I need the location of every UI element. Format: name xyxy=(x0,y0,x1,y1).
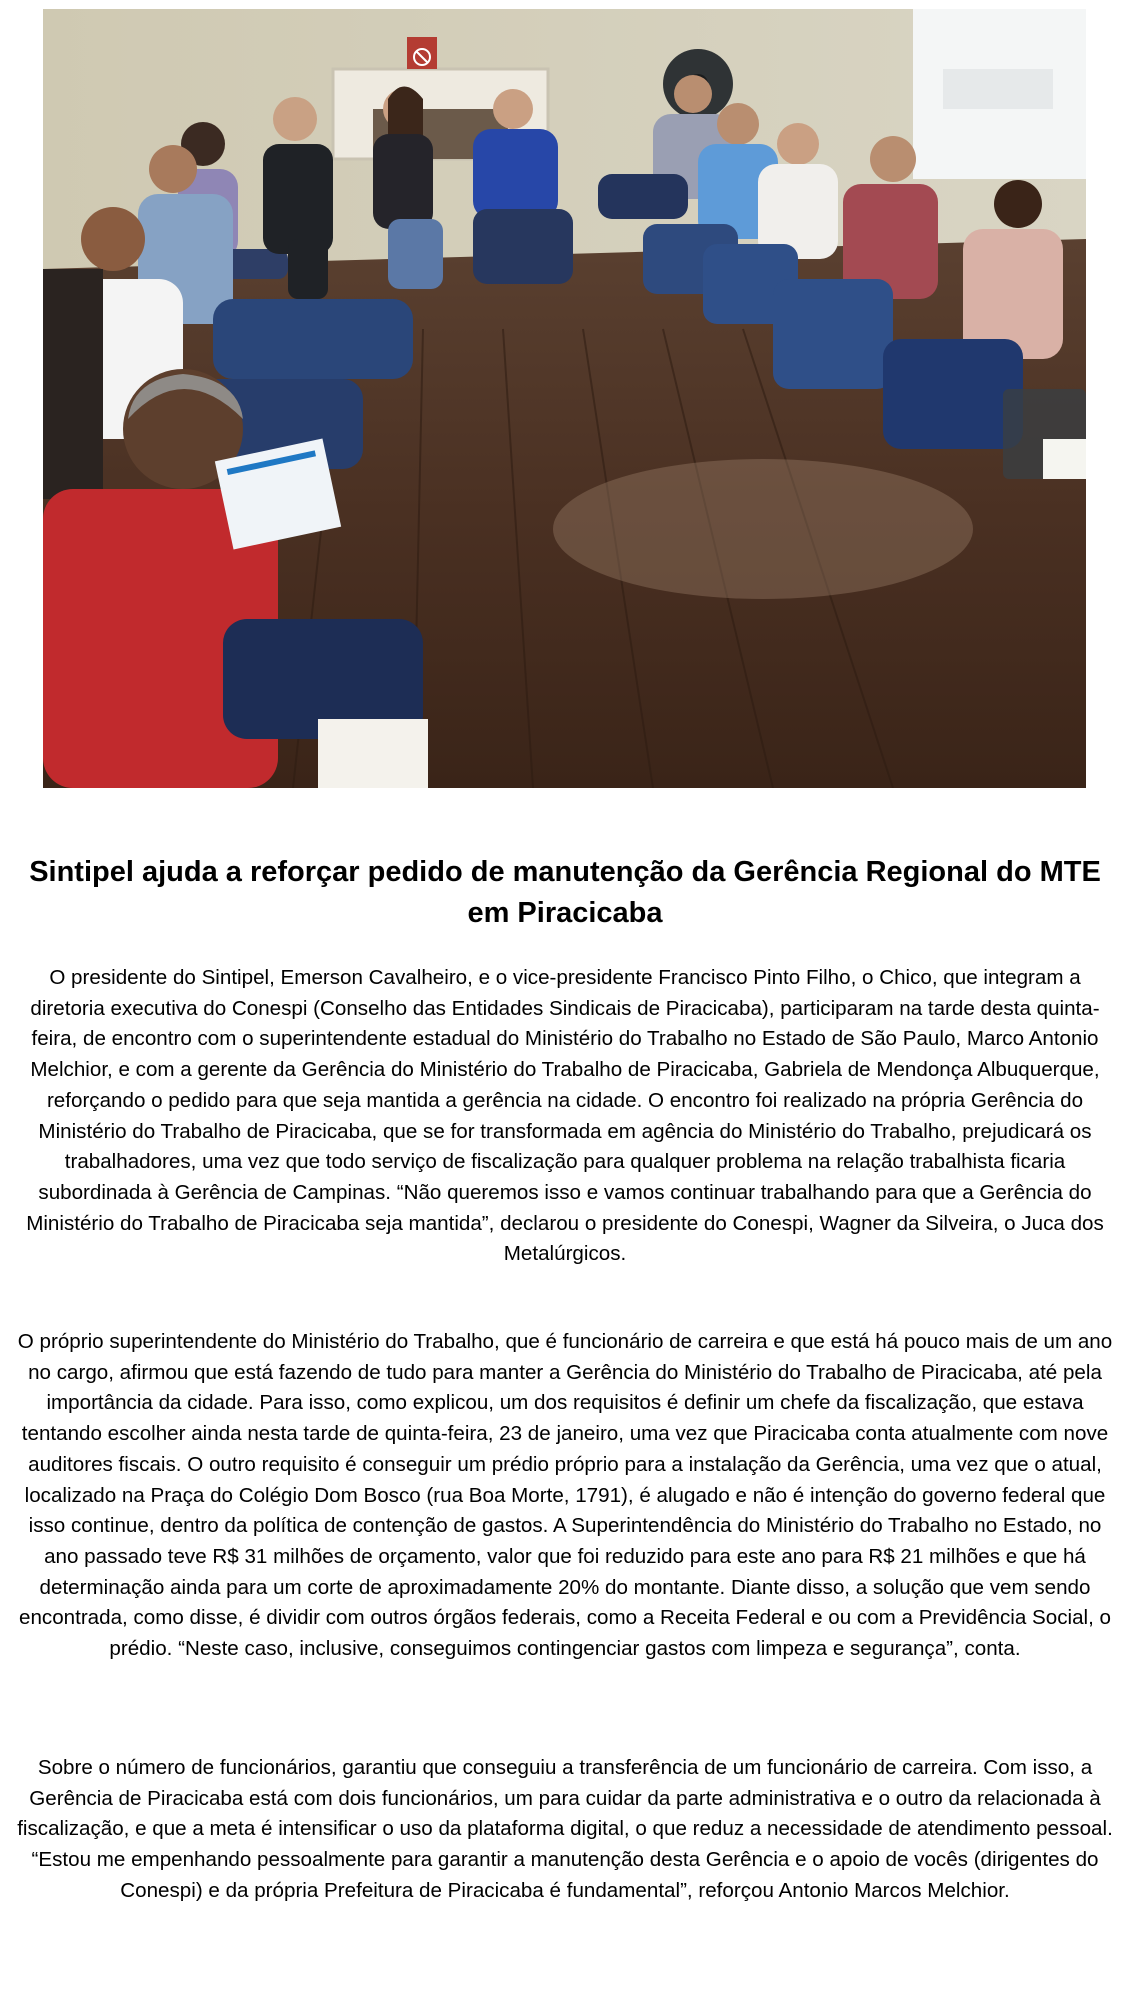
article-paragraph-3: Sobre o número de funcionários, garantiu que conseguiu a transferência de um funcionário de carreira. Com isso, a Gerência de Piracicaba está com dois funcionários, um para cuidar da parte administrativa e o outro da relacionada à fiscalização, e que a meta é intensificar o uso da plataforma digital, o que reduz a necessidade de atendimento pessoal. “Estou me empenhando pessoalmente para garantir a manutenção desta Gerência e o apoio de vocês (dirigentes do Conespi) e da própria Prefeitura de Piracicaba é fundamental”, reforçou Antonio Marcos Melchior. xyxy=(17,1756,1113,1902)
article-paragraph-2: O próprio superintendente do Ministério do Trabalho, que é funcionário de carreira e que está há pouco mais de um ano no cargo, afirmou que está fazendo de tudo para manter a Gerência do Ministério do Trabalho de Piracicaba, até pela importância da cidade. Para isso, como explicou, um dos requisitos é definir um chefe da fiscalização, que estava tentando escolher ainda nesta tarde de quinta-feira, 23 de janeiro, uma vez que Piracicaba conta atualmente com nove auditores fiscais. O outro requisito é conseguir um prédio próprio para a instalação da Gerência, uma vez que o atual, localizado na Praça do Colégio Dom Bosco (rua Boa Morte, 1791), é alugado e não é intenção do governo federal que isso continue, dentro da política de contenção de gastos. A Superintendência do Ministério do Trabalho no Estado, no ano passado teve R$ 31 milhões de orçamento, valor que foi reduzido para este ano para R$ 21 milhões e que há determinação ainda para um corte de aproximadamente 20% do montante. Diante disso, a solução que vem sendo encontrada, como disse, é dividir com outros órgãos federais, como a Receita Federal e ou com a Previdência Social, o prédio. “Neste caso, inclusive, conseguimos contingenciar gastos com limpeza e segurança”, conta. xyxy=(17,1330,1113,1661)
article-paragraph-1: O presidente do Sintipel, Emerson Cavalheiro, e o vice-presidente Francisco Pinto Filho, o Chico, que integram a diretoria executiva do Conespi (Conselho das Entidades Sindicais de Piracicaba), participaram na tarde desta quinta-feira, de encontro com o superintendente estadual do Ministério do Trabalho no Estado de São Paulo, Marco Antonio Melchior, e com a gerente da Gerência do Ministério do Trabalho de Piracicaba, Gabriela de Mendonça Albuquerque, reforçando o pedido para que seja mantida a gerência na cidade. O encontro foi realizado na própria Gerência do Ministério do Trabalho de Piracicaba, que se for transformada em agência do Ministério do Trabalho, prejudicará os trabalhadores, uma vez que todo serviço de fiscalização para qualquer problema na relação trabalhista ficaria subordinada à Gerência de Campinas. “Não queremos isso e vamos continuar trabalhando para que a Gerência do Ministério do Trabalho de Piracicaba seja mantida”, declarou o presidente do Conespi, Wagner da Silveira, o Juca dos Metalúrgicos. xyxy=(26,966,1104,1266)
meeting-photo-illustration xyxy=(43,9,1086,788)
article-headline: Sintipel ajuda a reforçar pedido de manutenção da Gerência Regional do MTE em Piracicaba xyxy=(29,856,1101,929)
meeting-photo xyxy=(43,9,1086,788)
